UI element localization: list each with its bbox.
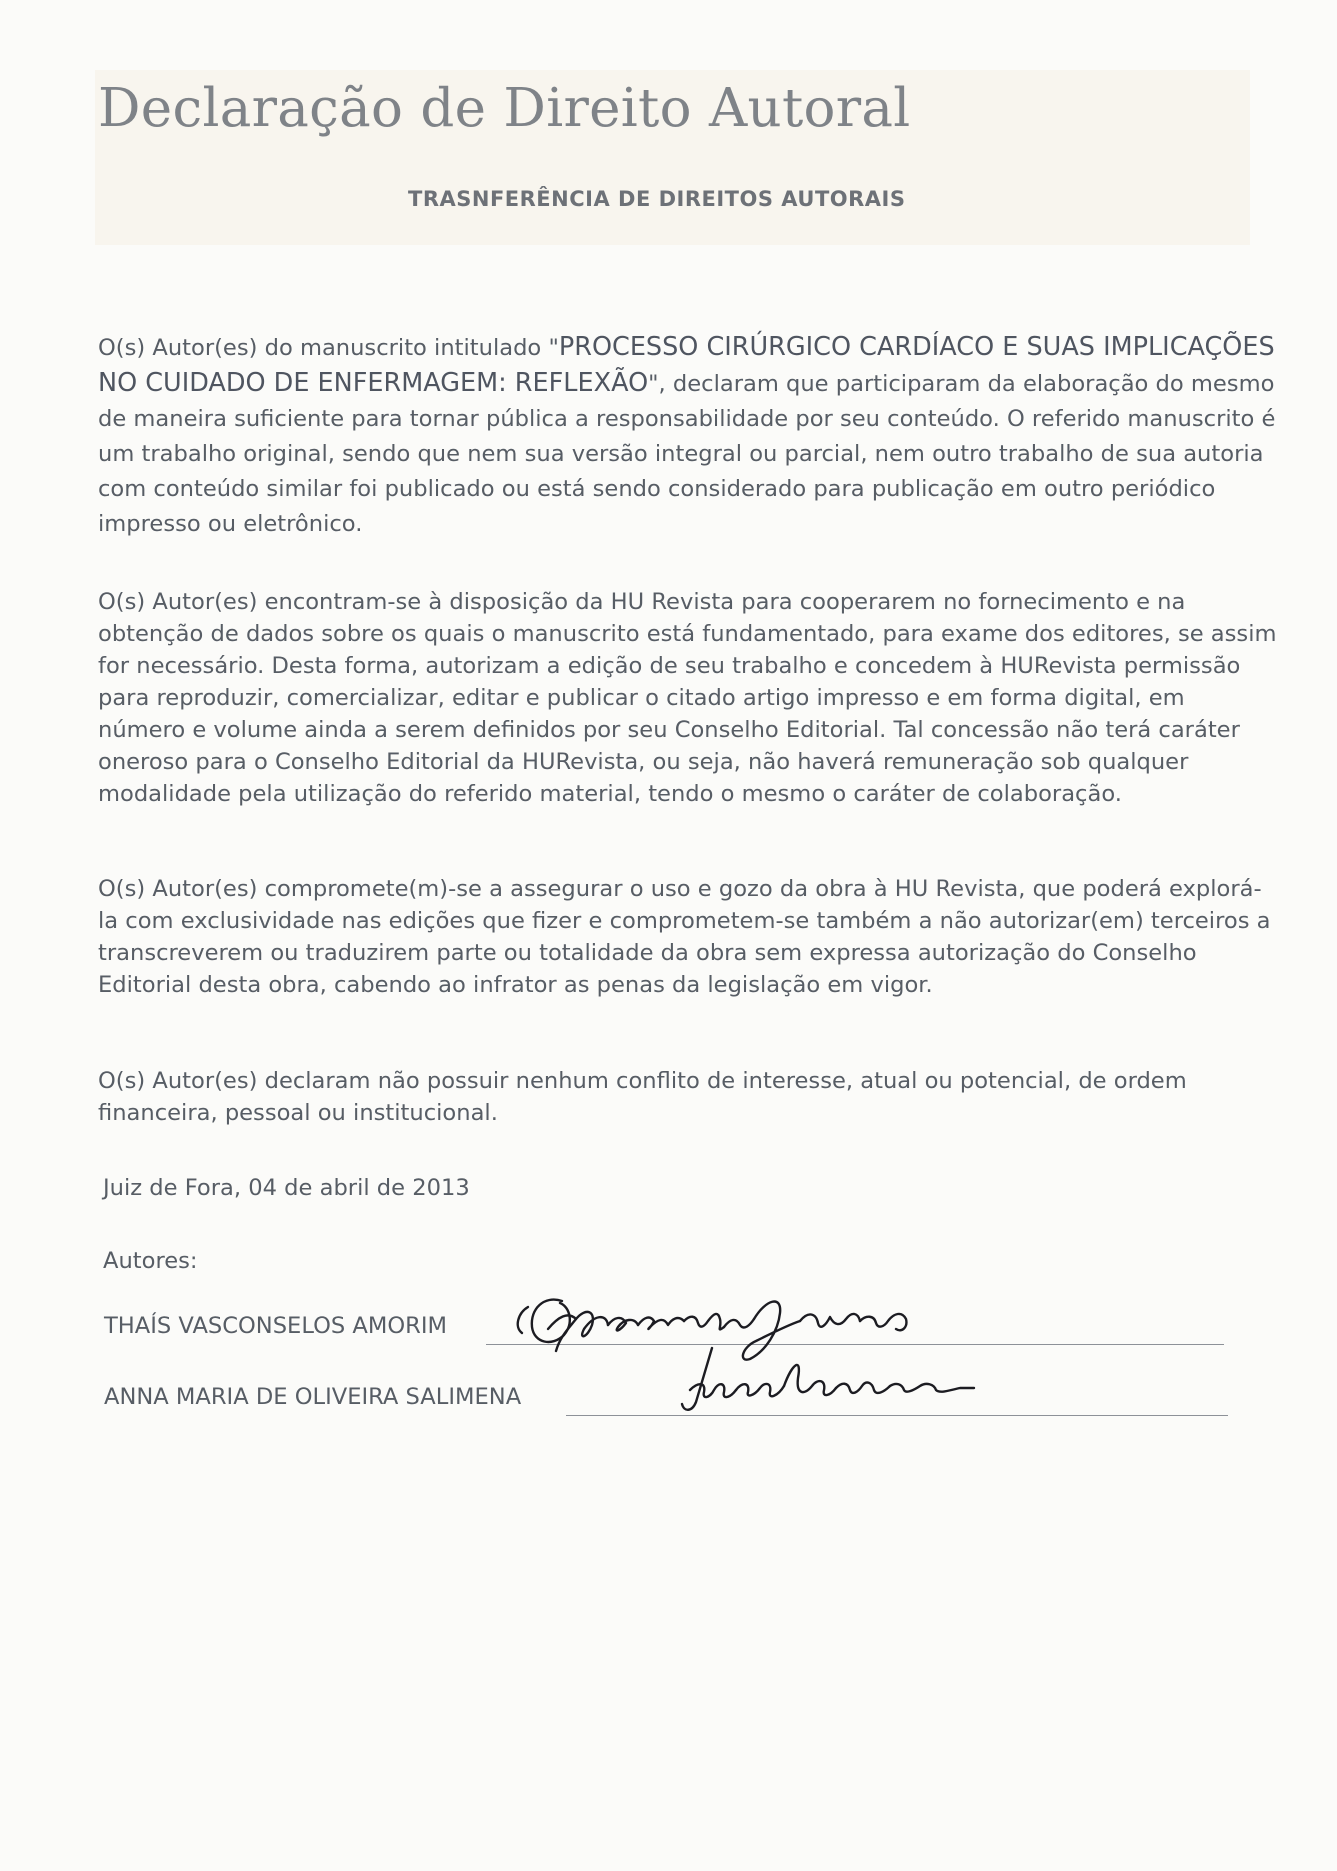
paragraph-manuscript-declaration bbox=[98, 330, 1278, 542]
document-subtitle: TRASNFERÊNCIA DE DIREITOS AUTORAIS bbox=[408, 187, 906, 211]
authors-label: Autores: bbox=[103, 1248, 198, 1274]
paragraph1-intro: O(s) Autor(es) do manuscrito intitulado " bbox=[98, 335, 559, 361]
paragraph-exclusivity-commitment: O(s) Autor(es) compromete(m)-se a assegurar o uso e gozo da obra à HU Revista, que poderá explorá-la com exclusividade nas edições que fizer e comprometem-se também a não autorizar(em) terceiros a transcreverem ou traduzirem parte ou totalidade da obra sem expressa autorização do Conselho Editorial desta obra, cabendo ao infrator as penas da legislação em vigor. bbox=[98, 876, 1271, 998]
author-name: THAÍS VASCONSELOS AMORIM bbox=[104, 1313, 447, 1339]
handwritten-signature bbox=[644, 1342, 1064, 1422]
place-and-date: Juiz de Fora, 04 de abril de 2013 bbox=[103, 1175, 470, 1201]
paragraph-cooperation-authorization: O(s) Autor(es) encontram-se à disposição da HU Revista para cooperarem no fornecimento e na obtenção de dados sobre os quais o manuscrito está fundamentado, para exame dos editores, se assim for necessário. Desta forma, autorizam a edição de seu trabalho e concedem à HURevista permissão para reproduzir, comercializar, editar e publicar o citado artigo impresso e em forma digital, em número e volume ainda a serem definidos por seu Conselho Editorial. Tal concessão não terá caráter oneroso para o Conselho Editorial da HURevista, ou seja, não haverá remuneração sob qualquer modalidade pela utilização do referido material, tendo o mesmo o caráter de colaboração. bbox=[98, 589, 1277, 807]
author-signature-row bbox=[104, 1384, 1230, 1420]
author-name: ANNA MARIA DE OLIVEIRA SALIMENA bbox=[104, 1384, 522, 1410]
document-title: Declaração de Direito Autoral bbox=[98, 78, 911, 139]
manuscript-title: PROCESSO CIRÚRGICO CARDÍACO E SUAS IMPLICAÇÕES NO CUIDADO DE ENFERMAGEM: REFLEXÃO bbox=[98, 332, 1275, 398]
paragraph1-rest: ", declaram que participaram da elaboração do mesmo de maneira suficiente para tornar pública a responsabilidade por seu conteúdo. O referido manuscrito é um trabalho original, sendo que nem sua versão integral ou parcial, nem outro trabalho de sua autoria com conteúdo similar foi publicado ou está sendo considerado para publicação em outro periódico impresso ou eletrônico. bbox=[98, 371, 1276, 537]
paragraph-conflict-of-interest: O(s) Autor(es) declaram não possuir nenhum conflito de interesse, atual ou potencial, de ordem financeira, pessoal ou institucional. bbox=[98, 1068, 1187, 1126]
